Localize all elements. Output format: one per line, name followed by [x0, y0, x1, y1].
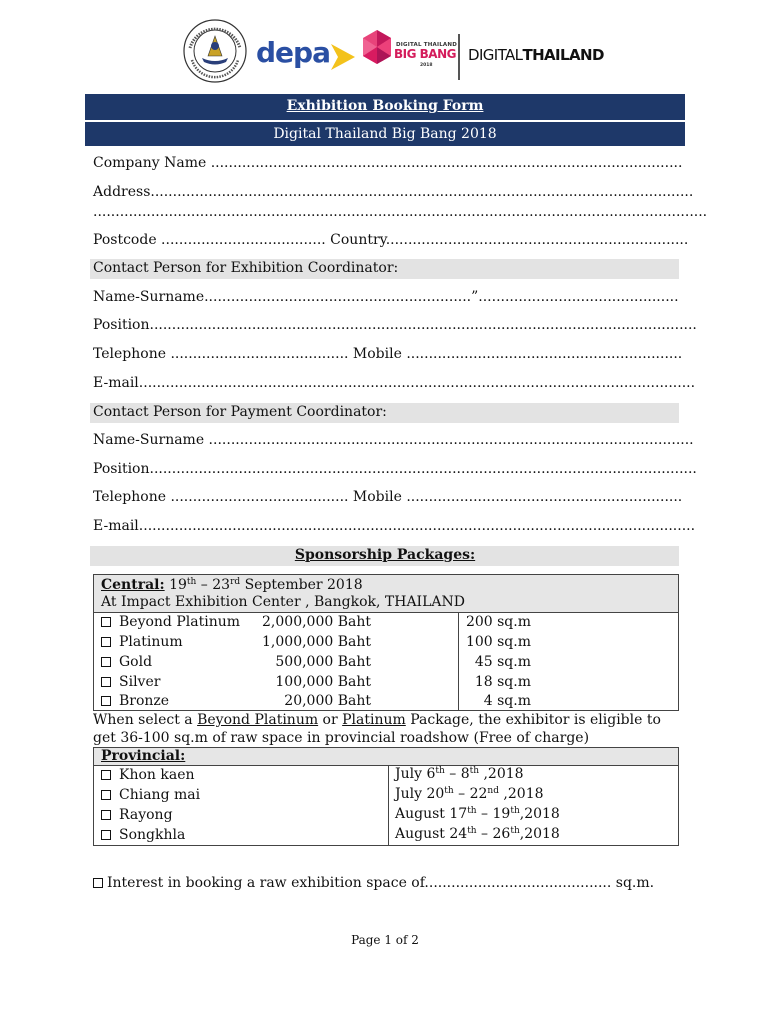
- form-subtitle: Digital Thailand Big Bang 2018: [85, 121, 685, 146]
- provincial-header: [94, 748, 678, 766]
- logo-divider: [458, 34, 460, 80]
- payment-contact-heading: Contact Person for Payment Coordinator:: [93, 404, 387, 420]
- payment-name-field[interactable]: Name-Surname .............................................................................................................: [93, 432, 694, 448]
- form-title: Exhibition Booking Form: [85, 94, 685, 120]
- exhibition-contact-heading: Contact Person for Exhibition Coordinator:: [93, 260, 399, 276]
- date-part: – 19: [476, 806, 511, 822]
- eligibility-note-line-1: [93, 712, 661, 728]
- date-part: ,2018: [519, 806, 560, 822]
- package-row[interactable]: [101, 674, 371, 694]
- exhibition-email-field[interactable]: E-mail.............................................................................................................................: [93, 375, 696, 391]
- central-d2-sup: rd: [230, 577, 241, 587]
- note-beyond-platinum: Beyond Platinum: [197, 712, 319, 728]
- provincial-row[interactable]: [101, 827, 185, 843]
- provincial-city: Chiang mai: [119, 787, 201, 803]
- central-d1-sup: th: [186, 577, 197, 587]
- package-name: Bronze: [119, 693, 170, 709]
- date-sup: th: [510, 826, 520, 836]
- big-bang-year: 2018: [420, 63, 433, 68]
- payment-email-field[interactable]: E-mail.............................................................................................................................: [93, 518, 696, 534]
- central-dates: [101, 577, 363, 593]
- address-field-2[interactable]: ..........................................................................................................................................: [93, 204, 708, 220]
- package-price: 2,000,000 Baht: [262, 614, 371, 630]
- provincial-divider: [388, 765, 389, 846]
- date-sup: th: [444, 786, 454, 796]
- package-name: Platinum: [119, 634, 183, 650]
- digital-thailand-logo: [468, 46, 604, 64]
- date-part: ,2018: [498, 786, 544, 802]
- date-sup: nd: [487, 786, 499, 796]
- provincial-title: Provincial:: [101, 748, 186, 764]
- package-price: 500,000 Baht: [275, 654, 371, 670]
- page-number: Page 1 of 2: [351, 933, 419, 947]
- date-part: July 20: [395, 786, 445, 802]
- package-price: 100,000 Baht: [275, 674, 371, 690]
- depa-logo: [256, 36, 330, 69]
- checkbox-icon[interactable]: [101, 637, 111, 647]
- package-row[interactable]: [101, 654, 371, 674]
- central-venue: At Impact Exhibition Center , Bangkok, THAILAND: [101, 594, 465, 610]
- checkbox-icon[interactable]: [93, 878, 103, 888]
- eligibility-note-line-2: get 36-100 sq.m of raw space in provincial roadshow (Free of charge): [93, 730, 590, 746]
- package-row[interactable]: [101, 614, 371, 634]
- depa-wordmark: depa: [256, 36, 330, 69]
- package-name: Silver: [119, 674, 161, 690]
- package-price: 1,000,000 Baht: [262, 634, 371, 650]
- provincial-date: [395, 766, 524, 782]
- provincial-city: Rayong: [119, 807, 173, 823]
- provincial-row[interactable]: [101, 767, 195, 783]
- provincial-row[interactable]: [101, 807, 173, 823]
- note-platinum: Platinum: [342, 712, 406, 728]
- date-part: ,2018: [479, 766, 524, 782]
- central-label: Central:: [101, 577, 165, 593]
- package-area: 200 sq.m: [465, 614, 531, 630]
- date-part: – 22: [453, 786, 488, 802]
- packages-table: [93, 574, 679, 711]
- date-part: July 6: [395, 766, 436, 782]
- date-sup: th: [467, 806, 477, 816]
- package-row[interactable]: [101, 693, 371, 713]
- package-price: 20,000 Baht: [284, 693, 371, 709]
- central-dash: – 23: [196, 577, 231, 593]
- date-part: ,2018: [519, 826, 560, 842]
- date-part: – 8: [444, 766, 470, 782]
- date-part: August 17: [395, 806, 468, 822]
- note-text: When select a: [93, 712, 198, 728]
- package-area: 4 sq.m: [483, 693, 531, 709]
- date-part: – 26: [476, 826, 511, 842]
- provincial-city: Khon kaen: [119, 767, 195, 783]
- sponsorship-title: Sponsorship Packages:: [294, 547, 476, 563]
- company-name-field[interactable]: Company Name ..........................................................................................................: [93, 155, 683, 171]
- provincial-date: [395, 786, 544, 802]
- checkbox-icon[interactable]: [101, 770, 111, 780]
- checkbox-icon[interactable]: [101, 617, 111, 627]
- package-area: 45 sq.m: [474, 654, 531, 670]
- raw-space-interest-text: Interest in booking a raw exhibition space of.......................................... sq.m.: [107, 875, 655, 891]
- checkbox-icon[interactable]: [101, 830, 111, 840]
- date-part: August 24: [395, 826, 468, 842]
- dt-light: DIGITAL: [468, 46, 523, 64]
- dt-bold: THAILAND: [522, 46, 604, 64]
- big-bang-logo: [360, 22, 455, 84]
- logo-row: [180, 14, 630, 94]
- payment-position-field[interactable]: Position...........................................................................................................................: [93, 461, 697, 477]
- provincial-row[interactable]: [101, 787, 200, 803]
- address-field-1[interactable]: Address..........................................................................................................................: [93, 184, 694, 200]
- payment-telephone-field[interactable]: Telephone ........................................ Mobile ..............................................................: [93, 489, 683, 505]
- package-area: 100 sq.m: [465, 634, 531, 650]
- date-sup: th: [435, 766, 445, 776]
- package-name: Beyond Platinum: [119, 614, 240, 630]
- central-rest: September 2018: [240, 577, 363, 593]
- checkbox-icon[interactable]: [101, 810, 111, 820]
- checkbox-icon[interactable]: [101, 657, 111, 667]
- package-area: 18 sq.m: [474, 674, 531, 690]
- note-text: or: [318, 712, 343, 728]
- note-text: Package, the exhibitor is eligible to: [405, 712, 661, 728]
- provincial-date: [395, 806, 560, 822]
- checkbox-icon[interactable]: [101, 677, 111, 687]
- package-row[interactable]: [101, 634, 371, 654]
- checkbox-icon[interactable]: [101, 696, 111, 706]
- central-d1: 19: [169, 577, 187, 593]
- big-bang-title: BIG BANG: [394, 47, 456, 61]
- raw-space-interest-row[interactable]: [93, 875, 654, 891]
- depa-arrow-icon: [329, 42, 357, 72]
- date-sup: th: [469, 766, 480, 776]
- big-bang-hexagon-icon: [360, 28, 394, 66]
- provincial-city: Songkhla: [119, 827, 186, 843]
- checkbox-icon[interactable]: [101, 790, 111, 800]
- exhibition-telephone-field[interactable]: Telephone ........................................ Mobile ..............................................................: [93, 346, 683, 362]
- exhibition-name-field[interactable]: Name-Surname............................................................”.............................................: [93, 289, 679, 305]
- postcode-country-field[interactable]: Postcode ..................................... Country....................................................................: [93, 232, 689, 248]
- date-sup: th: [467, 826, 477, 836]
- provincial-table: [93, 747, 679, 846]
- agency-seal-logo: [182, 18, 248, 84]
- exhibition-position-field[interactable]: Position...........................................................................................................................: [93, 317, 697, 333]
- packages-header: [94, 575, 678, 613]
- date-sup: th: [510, 806, 520, 816]
- provincial-date: [395, 826, 560, 842]
- package-name: Gold: [119, 654, 153, 670]
- big-bang-small-text: DIGITAL THAILAND: [396, 42, 457, 48]
